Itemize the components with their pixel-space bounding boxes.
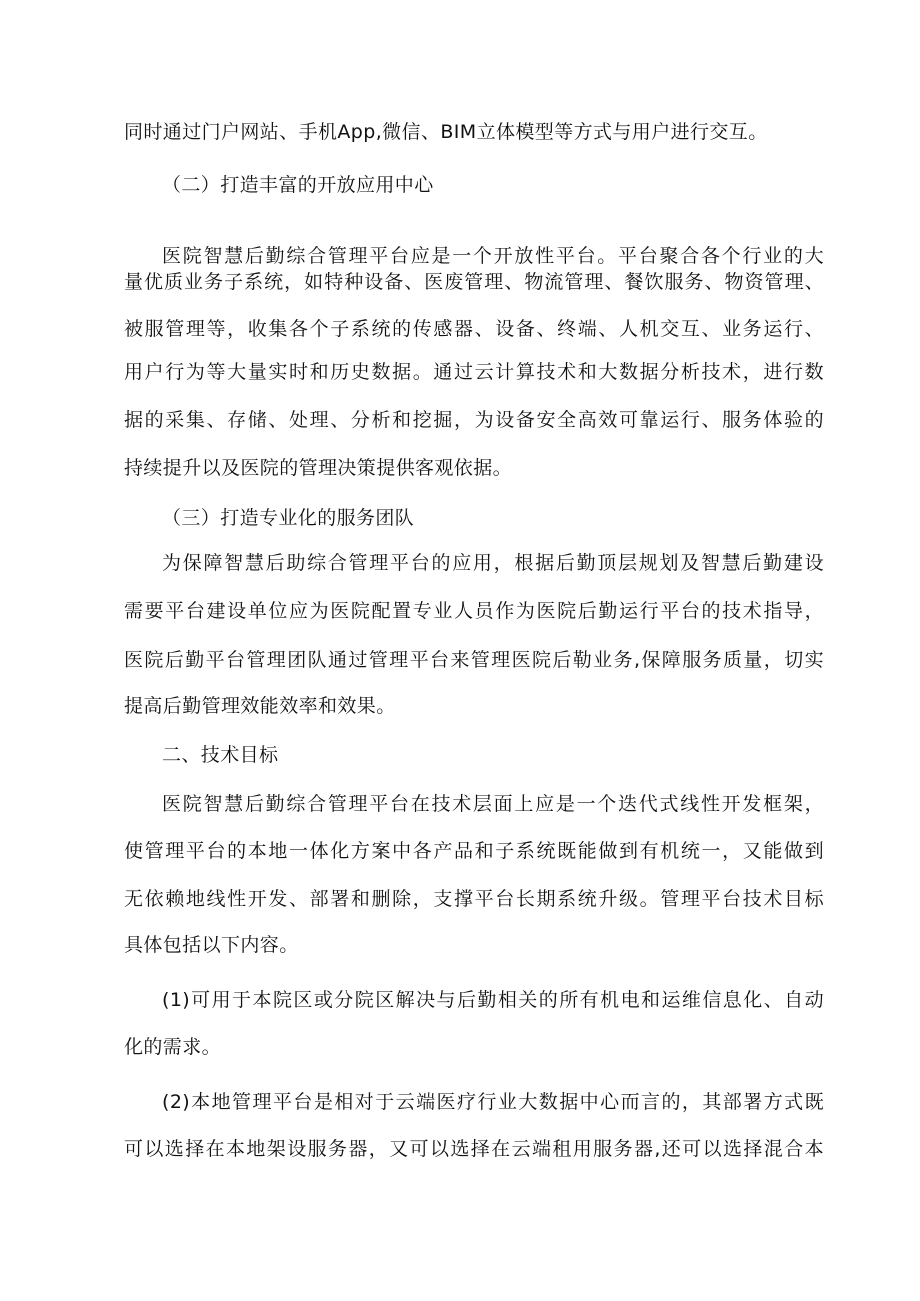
paragraph-line: 提高后勤管理效能效率和效果。 [124,695,396,717]
paragraph-line: 据的采集、存储、处理、分析和挖掘，为设备安全高效可靠运行、服务体验的 [124,409,824,431]
paragraph-line: 医院智慧后勤综合管理平台在技术层面上应是一个迭代式线性开发框架， [162,793,824,815]
paragraph-line: 持续提升以及医院的管理决策提供客观依据。 [124,457,513,479]
paragraph-line: 无依赖地线性开发、部署和删除，支撑平台长期系统升级。管理平台技术目标 [124,888,824,910]
paragraph-line: 使管理平台的本地一体化方案中各产品和子系统既能做到有机统一，又能做到 [124,840,824,862]
section-heading-3: （三）打造专业化的服务团队 [162,507,415,529]
paragraph-line: 同时通过门户网站、手机App,微信、BIM立体模型等方式与用户进行交互。 [124,121,768,143]
paragraph-line: 量优质业务子系统，如特种设备、医废管理、物流管理、餐饮服务、物资管理、 [124,271,824,293]
paragraph-line: 医院后勤平台管理团队通过管理平台来管理医院后勒业务,保障服务质量，切实 [124,649,824,671]
paragraph-line: 为保障智慧后助综合管理平台的应用，根据后勤顶层规划及智慧后勤建设 [162,552,824,574]
paragraph-line: 可以选择在本地架设服务器，又可以选择在云端租用服务器,还可以选择混合本 [124,1138,824,1160]
paragraph-line: 医院智慧后勤综合管理平台应是一个开放性平台。平台聚合各个行业的大 [162,245,824,267]
section-heading-2: （二）打造丰富的开放应用中心 [162,174,434,196]
paragraph-line: 被服管理等，收集各个子系统的传感器、设备、终端、人机交互、业务运行、 [124,318,824,340]
paragraph-line: 化的需求。 [124,1036,222,1058]
list-item-2: (2)本地管理平台是相对于云端医疗行业大数据中心而言的，其部署方式既 [162,1091,824,1113]
paragraph-line: 需要平台建设单位应为医院配置专业人员作为医院后勤运行平台的技术指导， [124,600,824,622]
paragraph-line: 用户行为等大量实时和历史数据。通过云计算技术和大数据分析技术，进行数 [124,361,824,383]
paragraph-line: 具体包括以下内容。 [124,934,299,956]
list-item-1: (1)可用于本院区或分院区解决与后勤相关的所有机电和运维信息化、自动 [162,989,824,1011]
section-heading-technical-goals: 二、技术目标 [162,744,279,766]
